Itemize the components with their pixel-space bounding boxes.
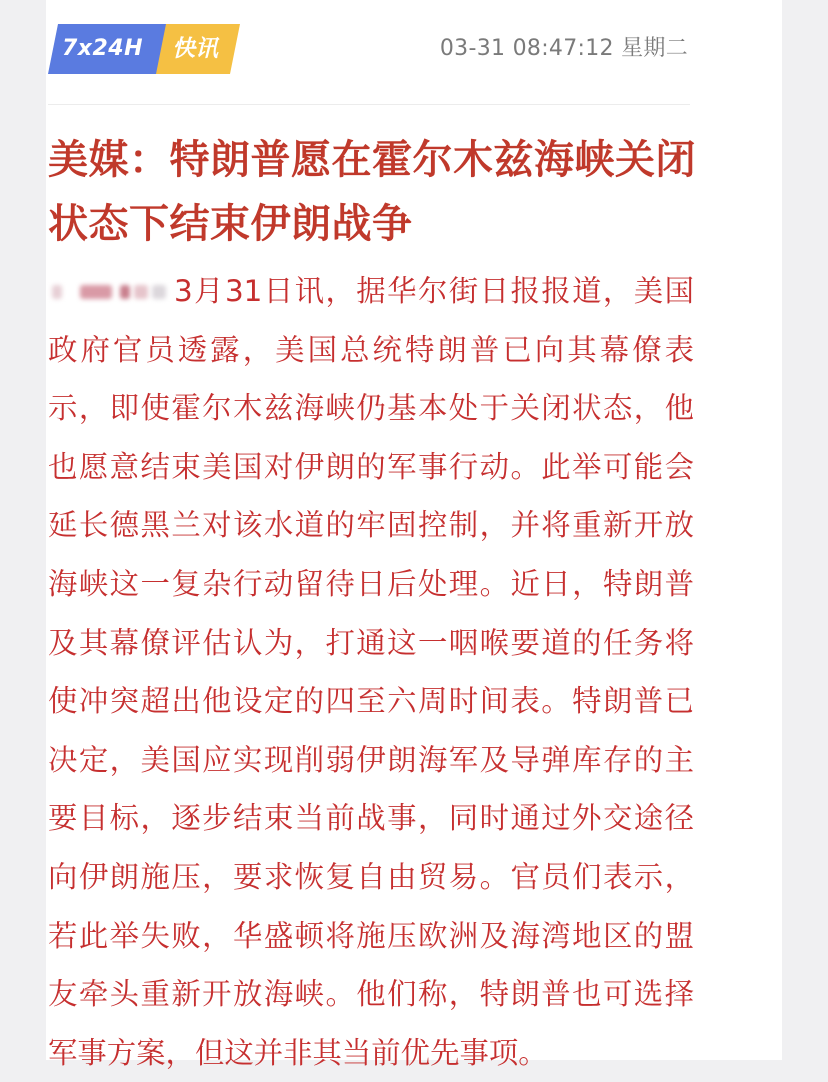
article-body-text: 3月31日讯，据华尔街日报报道，美国政府官员透露，美国总统特朗普已向其幕僚表示，即使霍尔木兹海峡仍基本处于关闭状态，他也愿意结束美国对伊朗的军事行动。此举可能会延长德黑兰对该水道的牢固控制，并将重新开放海峡这一复杂行动留待日后处理。近日，特朗普及其幕僚评估认为，打通这一咽喉要道的任务将使冲突超出他设定的四至六周时间表。特朗普已决定，美国应实现削弱伊朗海军及导弹库存的主要目标，逐步结束当前战事，同时通过外交途径向伊朗施压，要求恢复自由贸易。官员们表示，若此举失败，华盛顿将施压欧洲及海湾地区的盟友牵头重新开放海峡。他们称，特朗普也可选择军事方案，但这并非其当前优先事项。	[48, 274, 694, 1070]
flash-news-header	[48, 24, 688, 74]
badge-flash-label: 快讯	[172, 36, 218, 62]
badge-7x24h-label: 7x24H	[62, 36, 144, 61]
flash-news-badge	[48, 24, 240, 74]
article-body	[48, 262, 694, 1082]
blurred-source-logo	[48, 277, 174, 305]
article-title: 美媒：特朗普愿在霍尔木兹海峡关闭状态下结束伊朗战争	[48, 136, 696, 247]
publish-timestamp: 03-31 08:47:12 星期二	[439, 36, 688, 61]
header-divider	[48, 104, 690, 105]
